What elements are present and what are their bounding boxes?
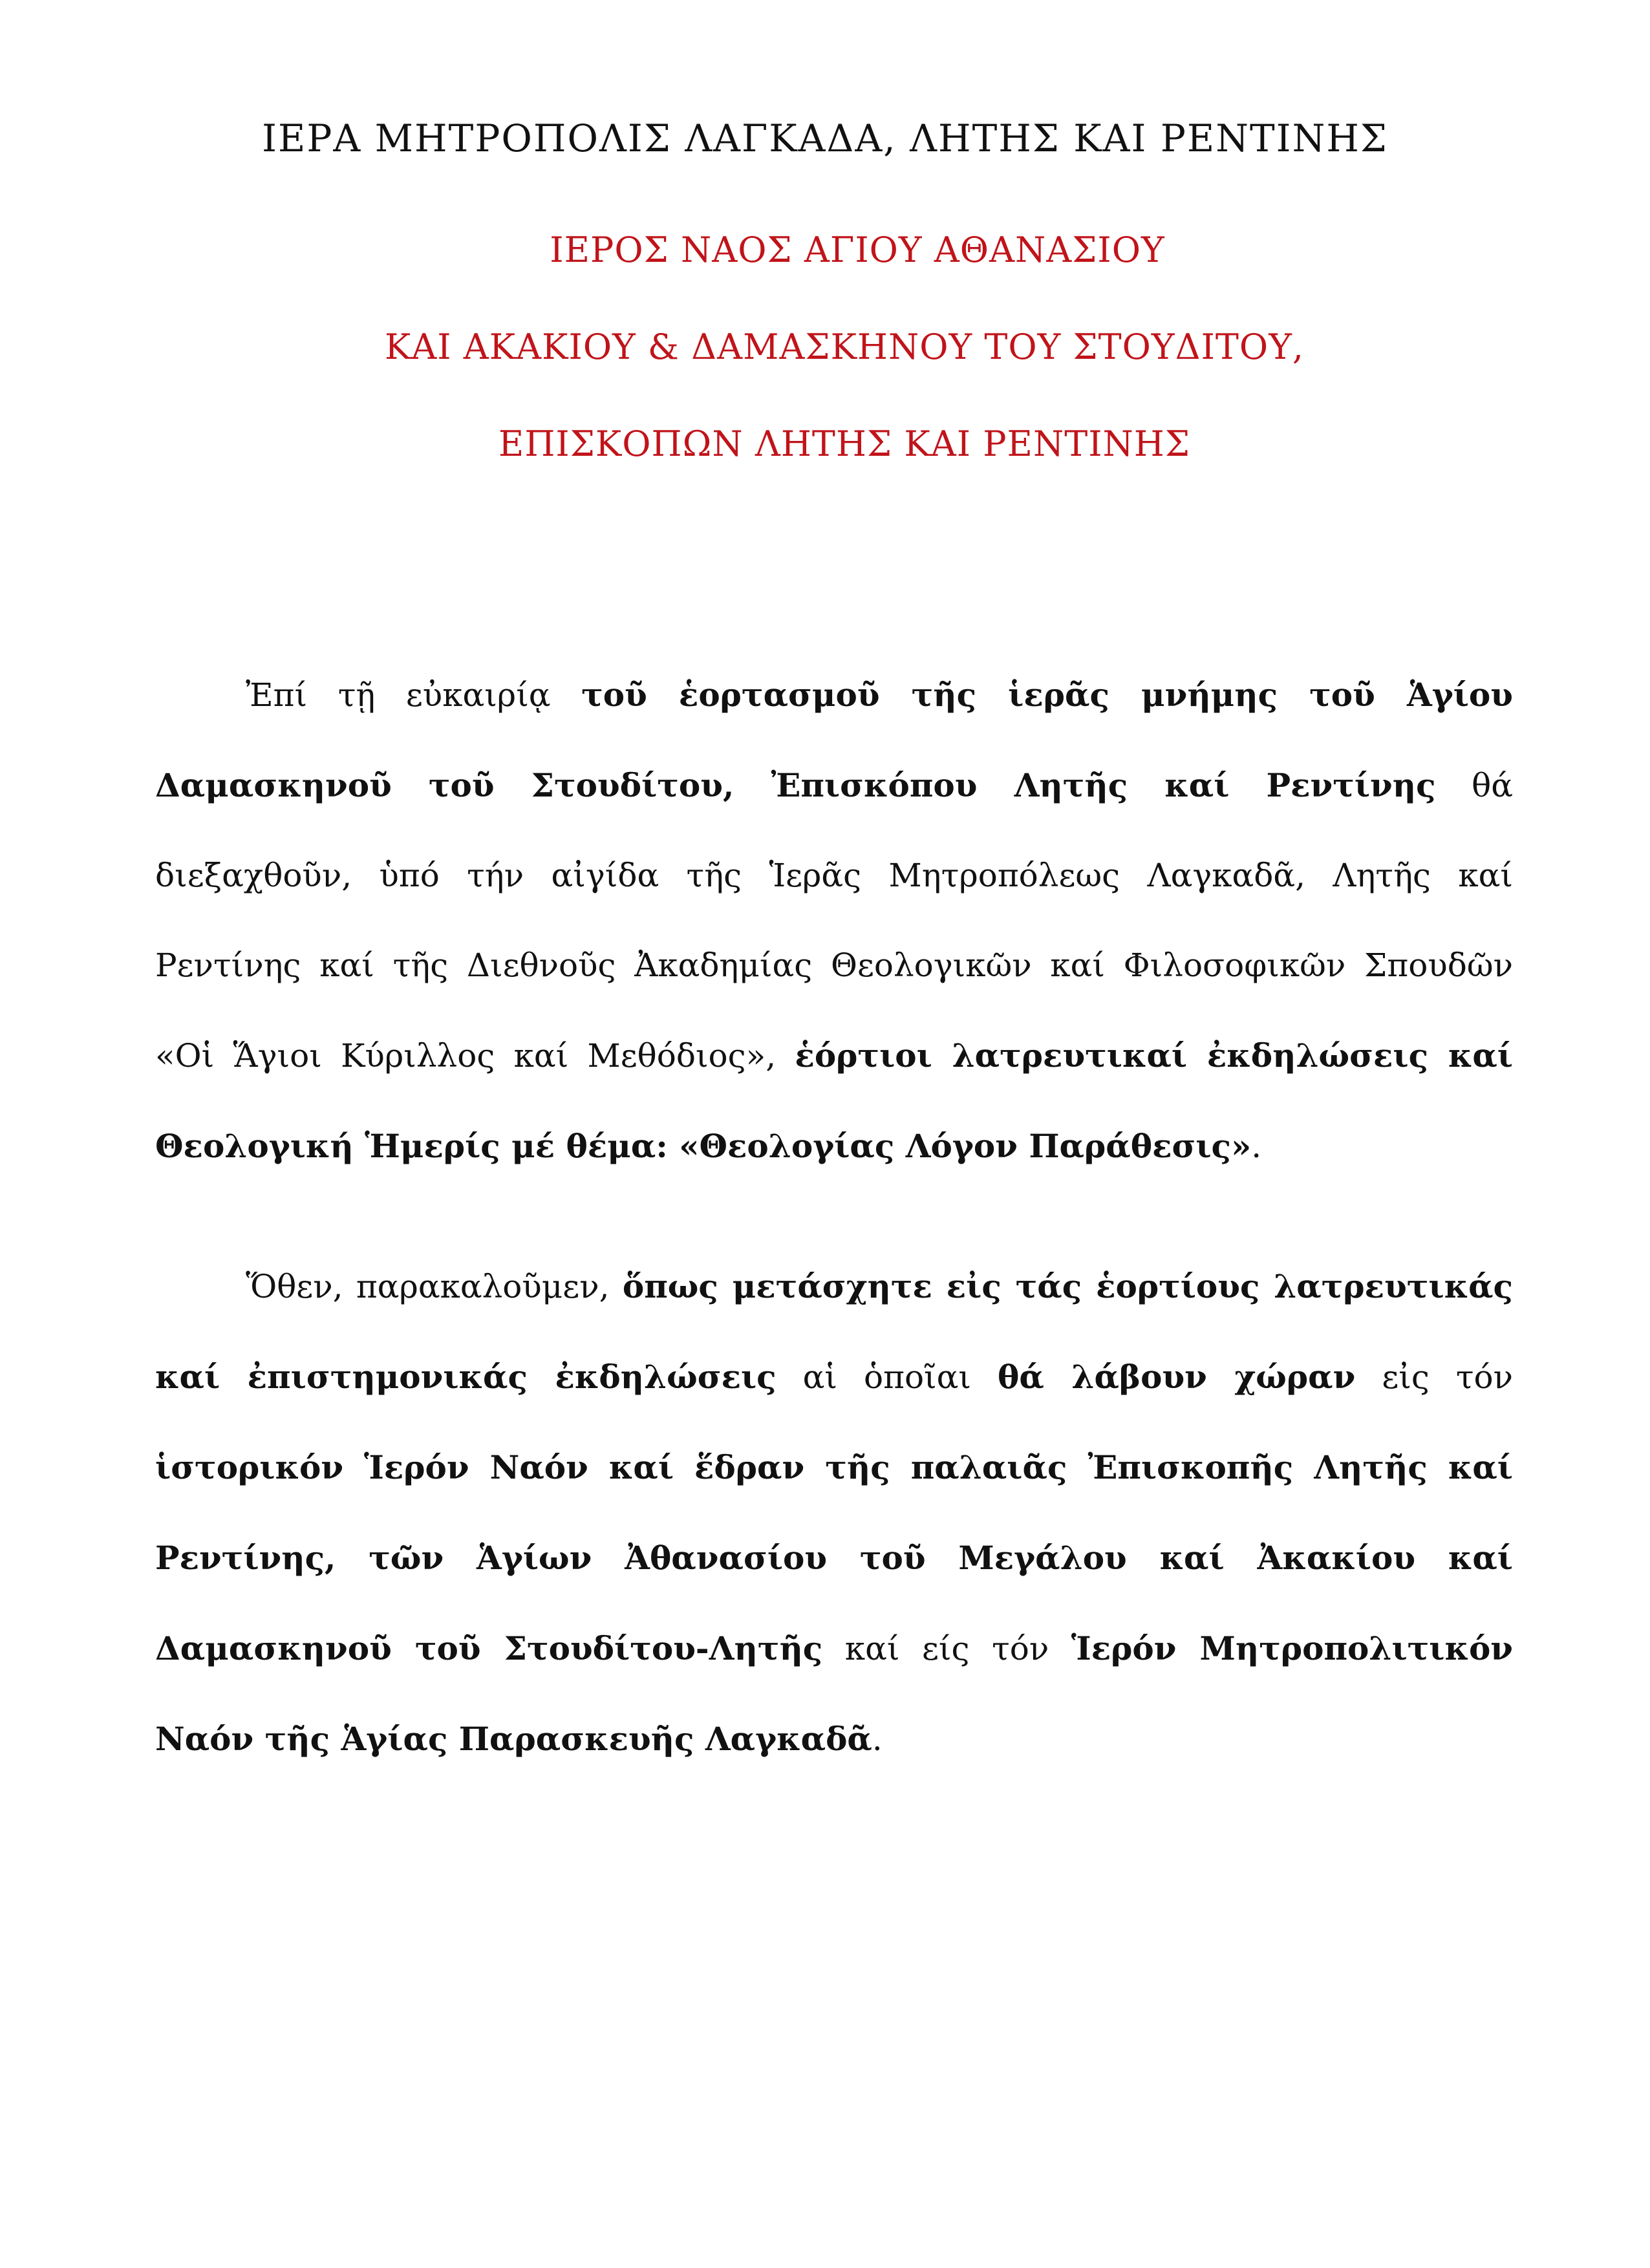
announcement-paragraph-2 — [155, 1241, 1513, 1784]
p1-text-2: θά διεξαχθοῦν, ὑπό τήν αἰγίδα τῆς Ἱερᾶς Μητροπόλεως Λαγκαδᾶ, Λητῆς καί Ρεντίνης καί τῆς Διεθνοῦς Ἀκαδημίας Θεολογικῶν καί Φιλοσοφικῶν Σπουδῶν «Οἱ Ἅγιοι Κύριλλος καί Μεθόδιος», — [155, 767, 1513, 1075]
p2-bold-1: ὅπως μετάσχητε εἰς τάς ἑορτίους λατρευτικάς καί ἐπιστημονικάς ἐκδηλώσεις — [155, 1267, 1513, 1396]
p2-text-2: αἱ ὁποῖαι — [776, 1358, 998, 1396]
church-title-line-1: ΙΕΡΟΣ ΝΑΟΣ ΑΓΙΟΥ ΑΘΑΝΑΣΙΟΥ — [550, 230, 1165, 270]
p2-text-4: καί είς τόν — [822, 1630, 1071, 1667]
church-title-line-2: ΚΑΙ ΑΚΑΚΙΟΥ & ΔΑΜΑΣΚΗΝΟΥ ΤΟΥ ΣΤΟΥΔΙΤΟΥ, — [384, 326, 1305, 367]
p2-bold-2: θά λάβουν χώραν — [998, 1358, 1356, 1396]
p1-text-3: . — [1251, 1128, 1262, 1165]
p1-bold-1: τοῦ ἑορτασμοῦ τῆς ἱερᾶς μνήμης τοῦ Ἁγίου Δαμασκηνοῦ τοῦ Στουδίτου, Ἐπισκόπου Λητῆς καί Ρεντίνης — [155, 676, 1513, 804]
church-title-line-3: ΕΠΙΣΚΟΠΩΝ ΛΗΤΗΣ ΚΑΙ ΡΕΝΤΙΝΗΣ — [498, 423, 1191, 464]
p2-bold-4: Ἱερόν Μητροπολιτικόν Ναόν τῆς Ἁγίας Παρασκευῆς Λαγκαδᾶ — [155, 1629, 1513, 1758]
announcement-paragraph-1 — [155, 650, 1513, 1192]
p2-text-3: εἰς τόν — [1355, 1358, 1513, 1396]
p2-bold-3: ἱστορικόν Ἱερόν Ναόν καί ἕδραν τῆς παλαιᾶς Ἐπισκοπῆς Λητῆς καί Ρεντίνης, τῶν Ἁγίων Ἀθανασίου τοῦ Μεγάλου καί Ἀκακίου καί Δαμασκηνοῦ τοῦ Στουδίτου-Λητῆς — [155, 1448, 1513, 1667]
p1-bold-2: ἑόρτιοι λατρευτικαί ἐκδηλώσεις καί Θεολογική Ἡμερίς μέ θέμα: «Θεολογίας Λόγον Παράθεσις» — [155, 1036, 1514, 1165]
metropolis-title: ΙΕΡΑ ΜΗΤΡΟΠΟΛΙΣ ΛΑΓΚΑΔΑ, ΛΗΤΗΣ ΚΑΙ ΡΕΝΤΙΝΗΣ — [262, 116, 1388, 160]
p2-text-1: Ὅθεν, παρακαλοῦμεν, — [246, 1268, 623, 1305]
p2-text-5: . — [872, 1720, 883, 1758]
p1-text-1: Ἐπί τῇ εὐκαιρίᾳ — [246, 676, 582, 714]
